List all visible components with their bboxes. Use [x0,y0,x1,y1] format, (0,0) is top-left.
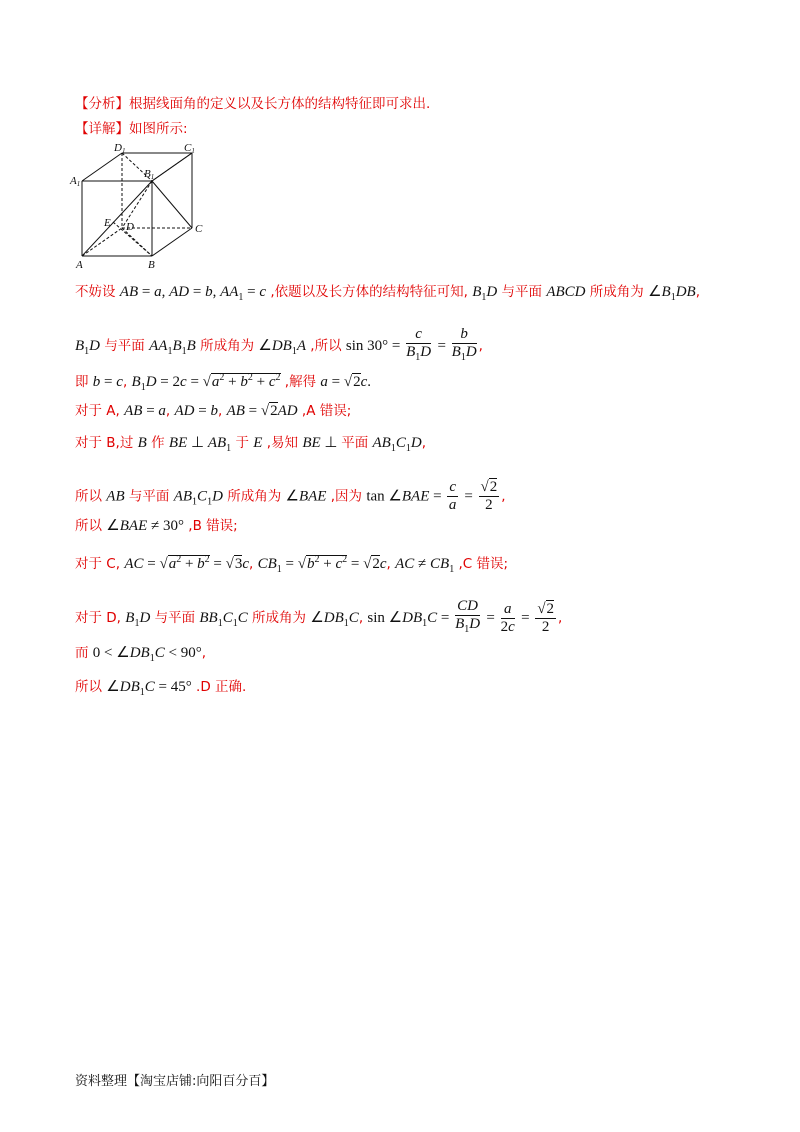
solution-line-11: 所以 $\angle DB_1C = 45^\circ$ .D 正确. [75,679,247,698]
cuboid-figure [68,140,218,270]
label-B: B [148,259,155,270]
solution-line-5: 对于 B,过 B 作 BE ⊥ $AB_1$ 于 E ,易知 BE ⊥ 平面 $AB_1C_1D$, [75,435,426,454]
label-D1: D1 [114,142,126,155]
solution-line-6: 所以 AB 与平面 $AB_1C_1D$ 所成角为 ∠BAE ,因为 tan ∠BAE = $\frac{c}{a}$ = $\frac{√2}{2}$ , [75,479,506,513]
solution-line-2: $B_1D$ 与平面 $AA_1B_1B$ 所成角为 $\angle DB_1A$ ,所以 sin 30° = $\frac{c}{B_1D}$ = $\frac{b}{B_1D}$ , [75,326,483,363]
footer-text: 资料整理【淘宝店铺:向阳百分百】 [75,1074,275,1089]
detail-label: 【详解】 [75,121,129,137]
label-E: E [104,217,111,229]
detail-text: 如图所示: [129,121,188,137]
solution-line-8: 对于 C, AC = $√a^2 + b^2 = √3c$, $CB_1 = √b^2 + c^2 = √2c$, AC ≠ $CB_1$ ,C 错误; [75,554,509,575]
label-A: A [76,259,83,270]
label-B1: B1 [144,168,155,181]
analysis-label: 【分析】 [75,96,129,112]
solution-line-7: 所以 ∠BAE ≠ 30° ,B 错误; [75,518,238,534]
label-D: D [126,221,134,233]
solution-line-9: 对于 D, $B_1D$ 与平面 $BB_1C_1C$ 所成角为 $\angle DB_1C$, $\sin \angle DB_1C$ = $\frac{CD}{B_1D}$ = $\frac{a}{2c}$ = $\frac{√2}{2}$ , [75,598,563,635]
label-A1: A1 [70,175,81,188]
label-C1: C1 [184,142,195,155]
analysis-line [75,94,430,114]
solution-line-10: 而 $0 < \angle DB_1C < 90^\circ$, [75,645,206,664]
solution-line-4: 对于 A, AB = a, AD = b, AB = √2AD ,A 错误; [75,403,352,419]
solution-line-3: 即 b = c, $B_1D = 2c = √a^2 + b^2 + c^2$ ,解得 a = √2c. [75,372,372,393]
detail-line [75,119,188,139]
analysis-text: 根据线面角的定义以及长方体的结构特征即可求出. [129,96,431,112]
label-C: C [195,223,203,235]
solution-line-1: 不妨设 AB = a, AD = b, $AA_1 = c$ ,依题以及长方体的结构特征可知, $B_1D$ 与平面 ABCD 所成角为 $\angle B_1DB$, [75,284,701,303]
